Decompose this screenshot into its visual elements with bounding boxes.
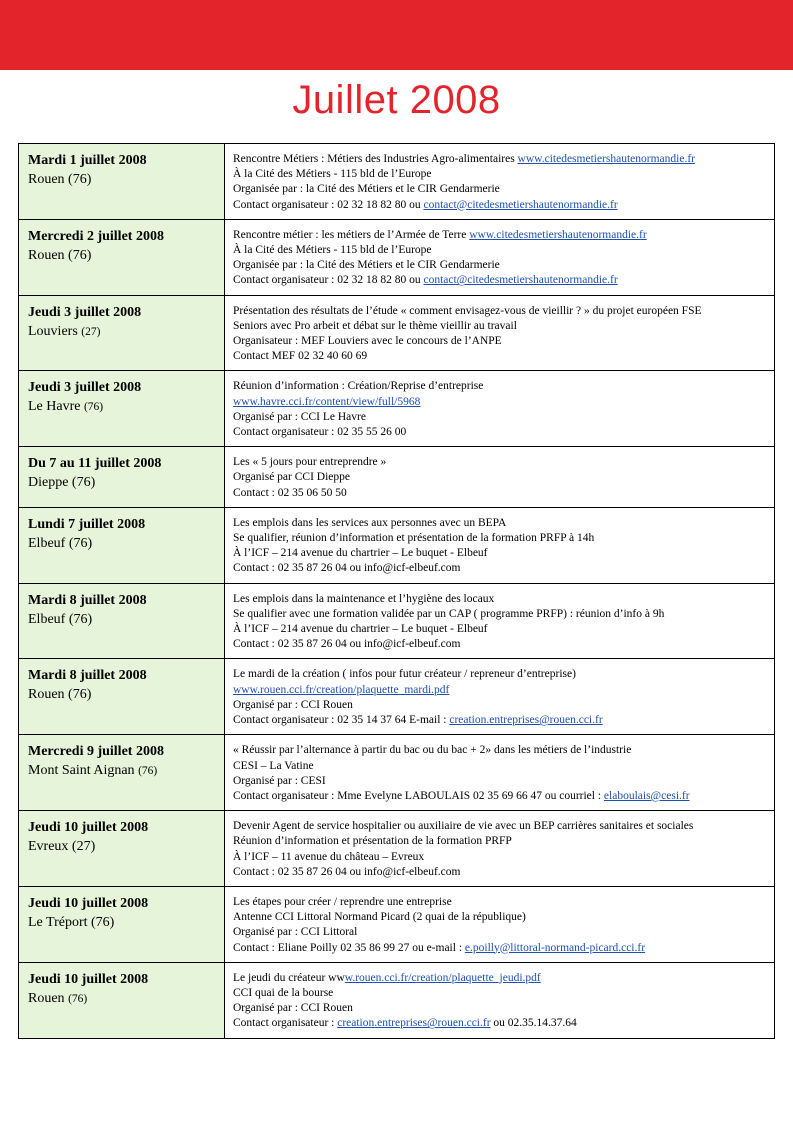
event-date-cell <box>19 371 225 447</box>
event-detail-text: Contact organisateur : 02 32 18 82 80 ou <box>233 274 424 287</box>
event-date: Mercredi 9 juillet 2008 <box>28 744 164 760</box>
event-date-cell <box>19 811 225 887</box>
event-row <box>19 144 775 220</box>
event-date-cell <box>19 144 225 220</box>
event-detail-line <box>233 895 768 910</box>
event-date: Mardi 8 juillet 2008 <box>28 592 147 608</box>
event-detail-text: Contact MEF 02 32 40 60 69 <box>233 350 368 363</box>
event-detail-line <box>233 198 768 213</box>
event-place <box>28 534 216 553</box>
event-link[interactable]: www.havre.cci.fr/content/view/full/5968 <box>233 395 421 408</box>
event-detail-text: Présentation des résultats de l’étude « comment envisagez-vous de vieillir ? » du projet européen FSE <box>233 304 702 317</box>
event-date: Lundi 7 juillet 2008 <box>28 516 146 532</box>
event-description-cell <box>225 735 775 811</box>
events-table-body <box>19 144 775 1039</box>
event-row <box>19 295 775 371</box>
event-detail-text: « Réussir par l’alternance à partir du bac ou du bac + 2» dans les métiers de l’industrie <box>233 744 632 757</box>
event-link[interactable]: elaboulais@cesi.fr <box>603 789 690 802</box>
event-city: Rouen <box>28 990 69 1006</box>
event-date-cell <box>19 507 225 583</box>
event-date-cell <box>19 219 225 295</box>
event-row <box>19 507 775 583</box>
event-place <box>28 913 216 932</box>
event-detail-line <box>233 607 768 622</box>
event-department: (76) <box>83 401 104 414</box>
event-detail-line <box>233 258 768 273</box>
event-detail-line <box>233 546 768 561</box>
event-date-cell <box>19 886 225 962</box>
event-detail-line <box>233 592 768 607</box>
event-detail-line <box>233 167 768 182</box>
event-detail-line <box>233 713 768 728</box>
event-detail-line <box>233 622 768 637</box>
event-description-cell <box>225 371 775 447</box>
event-detail-text: Organisé par : CCI Rouen <box>233 1002 353 1015</box>
event-detail-line <box>233 410 768 425</box>
event-date: Mercredi 2 juillet 2008 <box>28 228 164 244</box>
event-place <box>28 610 216 629</box>
event-date: Jeudi 10 juillet 2008 <box>28 971 149 987</box>
event-detail-line <box>233 379 768 394</box>
event-detail-text: À l’ICF – 214 avenue du chartrier – Le buquet - Elbeuf <box>233 623 488 636</box>
event-detail-line <box>233 349 768 364</box>
event-place <box>28 473 216 492</box>
event-row <box>19 583 775 659</box>
event-detail-text: Organisé par : CCI Littoral <box>233 926 358 939</box>
event-date-cell <box>19 962 225 1038</box>
event-detail-text: CCI quai de la bourse <box>233 986 334 999</box>
event-row <box>19 447 775 508</box>
event-detail-text: À la Cité des Métiers - 115 bld de l’Europe <box>233 244 432 257</box>
event-detail-text: Contact : 02 35 87 26 04 ou info@icf-elbeuf.com <box>233 562 461 575</box>
event-row <box>19 735 775 811</box>
event-detail-line <box>233 1016 768 1031</box>
event-detail-text: Organisé par : CCI Le Havre <box>233 410 366 423</box>
event-detail-line <box>233 910 768 925</box>
event-detail-text: ou 02.35.14.37.64 <box>490 1017 577 1030</box>
event-link[interactable]: www.rouen.cci.fr/creation/plaquette_mardi.pdf <box>233 683 450 696</box>
event-detail-line <box>233 531 768 546</box>
event-detail-line <box>233 470 768 485</box>
event-detail-line <box>233 850 768 865</box>
event-detail-text: À l’ICF – 214 avenue du chartrier – Le buquet - Elbeuf <box>233 547 488 560</box>
event-description-cell <box>225 886 775 962</box>
event-place <box>28 397 216 417</box>
event-row <box>19 219 775 295</box>
event-date: Jeudi 10 juillet 2008 <box>28 895 149 911</box>
event-detail-text: Rencontre métier : les métiers de l’Armée de Terre <box>233 228 470 241</box>
event-date-cell <box>19 735 225 811</box>
event-description-cell <box>225 583 775 659</box>
event-description-cell <box>225 962 775 1038</box>
header-red-bar <box>0 0 793 70</box>
event-detail-line <box>233 334 768 349</box>
event-detail-text: Se qualifier, réunion d’information et présentation de la formation PRFP à 14h <box>233 532 595 545</box>
event-date-cell <box>19 583 225 659</box>
event-place <box>28 170 216 189</box>
event-row <box>19 962 775 1038</box>
event-detail-text: Contact organisateur : 02 35 55 26 00 <box>233 426 407 439</box>
event-detail-line <box>233 698 768 713</box>
event-date-cell <box>19 659 225 735</box>
event-city: Dieppe (76) <box>28 475 96 491</box>
event-detail-line <box>233 486 768 501</box>
event-row <box>19 659 775 735</box>
event-detail-text: Se qualifier avec une formation validée par un CAP ( programme PRFP) : réunion d’info à 9h <box>233 607 665 620</box>
event-detail-text: Contact organisateur : 02 32 18 82 80 ou <box>233 198 424 211</box>
event-detail-line <box>233 774 768 789</box>
event-date: Mardi 8 juillet 2008 <box>28 668 147 684</box>
event-place <box>28 837 216 856</box>
event-detail-line <box>233 516 768 531</box>
event-row <box>19 811 775 887</box>
event-detail-text: Organisée par : la Cité des Métiers et le CIR Gendarmerie <box>233 259 500 272</box>
event-department: (27) <box>81 325 101 338</box>
event-detail-text: Rencontre Métiers : Métiers des Industries Agro-alimentaires <box>233 153 518 165</box>
event-description-cell <box>225 659 775 735</box>
event-detail-text: Réunion d’information et présentation de la formation PRFP <box>233 835 512 848</box>
event-city: Rouen (76) <box>28 687 92 703</box>
event-detail-line <box>233 1001 768 1016</box>
event-link[interactable]: contact@citedesmetiershautenormandie.fr <box>423 198 618 211</box>
event-city: Louviers <box>28 323 82 339</box>
event-link[interactable]: contact@citedesmetiershautenormandie.fr <box>423 274 618 287</box>
event-detail-line <box>233 395 768 410</box>
event-date-cell <box>19 447 225 508</box>
event-detail-line <box>233 152 768 167</box>
event-detail-text: Organisé par : CCI Rouen <box>233 698 353 711</box>
event-place <box>28 322 216 342</box>
event-detail-line <box>233 425 768 440</box>
event-date: Du 7 au 11 juillet 2008 <box>28 456 162 472</box>
event-detail-line <box>233 273 768 288</box>
event-city: Mont Saint Aignan <box>28 763 139 779</box>
event-detail-text: Organisateur : MEF Louviers avec le concours de l’ANPE <box>233 335 502 348</box>
event-city: Elbeuf (76) <box>28 611 93 627</box>
event-department: (76) <box>138 765 158 778</box>
event-detail-line <box>233 561 768 576</box>
event-description-cell <box>225 295 775 371</box>
event-link[interactable]: w.rouen.cci.fr/creation/plaquette_jeudi.pdf <box>344 971 541 984</box>
event-detail-line <box>233 789 768 804</box>
event-detail-line <box>233 865 768 880</box>
event-city: Rouen (76) <box>28 172 92 187</box>
event-description-cell <box>225 447 775 508</box>
event-date: Jeudi 3 juillet 2008 <box>28 380 142 396</box>
event-detail-line <box>233 243 768 258</box>
event-detail-text: Contact organisateur : Mme Evelyne LABOULAIS 02 35 69 66 47 ou courriel : <box>233 789 604 802</box>
event-description-cell <box>225 144 775 220</box>
event-detail-line <box>233 667 768 682</box>
event-detail-line <box>233 637 768 652</box>
event-detail-text: À l’ICF – 11 avenue du château – Evreux <box>233 850 425 863</box>
event-detail-text: Contact : 02 35 87 26 04 ou info@icf-elbeuf.com <box>233 638 461 651</box>
event-detail-text: Antenne CCI Littoral Normand Picard (2 quai de la république) <box>233 911 526 924</box>
event-detail-text: Les étapes pour créer / reprendre une entreprise <box>233 895 452 908</box>
event-detail-text: Les « 5 jours pour entreprendre » <box>233 456 387 469</box>
event-link[interactable]: creation.entreprises@rouen.cci.fr <box>337 1017 491 1030</box>
event-place <box>28 761 216 781</box>
event-detail-line <box>233 941 768 956</box>
page-title: Juillet 2008 <box>292 78 501 122</box>
event-city: Elbeuf (76) <box>28 535 93 551</box>
event-date: Jeudi 10 juillet 2008 <box>28 820 149 836</box>
event-city: Le Havre <box>28 399 84 415</box>
event-detail-line <box>233 304 768 319</box>
event-detail-line <box>233 925 768 940</box>
event-detail-line <box>233 319 768 334</box>
event-link[interactable]: e.poilly@littoral-normand-picard.cci.fr <box>464 941 646 954</box>
event-date: Mardi 1 juillet 2008 <box>28 153 147 168</box>
event-link[interactable]: www.citedesmetiershautenormandie.fr <box>517 153 695 165</box>
event-detail-line <box>233 834 768 849</box>
event-detail-text: Organisé par : CESI <box>233 774 326 787</box>
event-city: Evreux (27) <box>28 839 96 855</box>
event-row <box>19 371 775 447</box>
event-detail-text: Les emplois dans les services aux personnes avec un BEPA <box>233 516 507 529</box>
event-detail-line <box>233 986 768 1001</box>
event-detail-text: Le jeudi du créateur ww <box>233 971 345 984</box>
event-description-cell <box>225 507 775 583</box>
event-link[interactable]: creation.entreprises@rouen.cci.fr <box>449 714 603 727</box>
event-detail-text: Contact : 02 35 06 50 50 <box>233 486 347 499</box>
event-detail-text: Le mardi de la création ( infos pour futur créateur / repreneur d’entreprise) <box>233 668 576 681</box>
event-link[interactable]: www.citedesmetiershautenormandie.fr <box>469 228 647 241</box>
event-date: Jeudi 3 juillet 2008 <box>28 304 142 320</box>
event-detail-text: Seniors avec Pro arbeit et débat sur le thème vieillir au travail <box>233 319 517 332</box>
event-city: Rouen (76) <box>28 247 92 263</box>
event-detail-text: CESI – La Vatine <box>233 759 314 772</box>
event-detail-text: Organisée par : la Cité des Métiers et le CIR Gendarmerie <box>233 183 500 196</box>
event-detail-line <box>233 182 768 197</box>
event-detail-line <box>233 819 768 834</box>
events-table <box>18 143 775 1039</box>
event-detail-line <box>233 228 768 243</box>
event-place <box>28 246 216 265</box>
event-place <box>28 685 216 704</box>
event-detail-text: Les emplois dans la maintenance et l’hygiène des locaux <box>233 592 495 605</box>
event-place <box>28 989 216 1009</box>
event-detail-line <box>233 971 768 986</box>
event-detail-line <box>233 743 768 758</box>
event-detail-text: Contact : 02 35 87 26 04 ou info@icf-elbeuf.com <box>233 865 461 878</box>
event-city: Le Tréport (76) <box>28 914 115 930</box>
event-row <box>19 886 775 962</box>
event-detail-text: Devenir Agent de service hospitalier ou auxiliaire de vie avec un BEP carrières sanitaires et sociales <box>233 820 694 833</box>
event-detail-line <box>233 759 768 774</box>
event-detail-text: Contact : Eliane Poilly 02 35 86 99 27 ou e-mail : <box>233 941 465 954</box>
event-detail-text: Organisé par CCI Dieppe <box>233 471 350 484</box>
event-department: (76) <box>68 992 88 1005</box>
event-detail-text: À la Cité des Métiers - 115 bld de l’Europe <box>233 168 432 181</box>
event-detail-text: Contact organisateur : <box>233 1017 338 1030</box>
event-description-cell <box>225 219 775 295</box>
event-detail-text: Contact organisateur : 02 35 14 37 64 E-mail : <box>233 714 450 727</box>
event-description-cell <box>225 811 775 887</box>
event-detail-text: Réunion d’information : Création/Reprise d’entreprise <box>233 380 484 393</box>
event-detail-line <box>233 455 768 470</box>
event-date-cell <box>19 295 225 371</box>
event-detail-line <box>233 683 768 698</box>
